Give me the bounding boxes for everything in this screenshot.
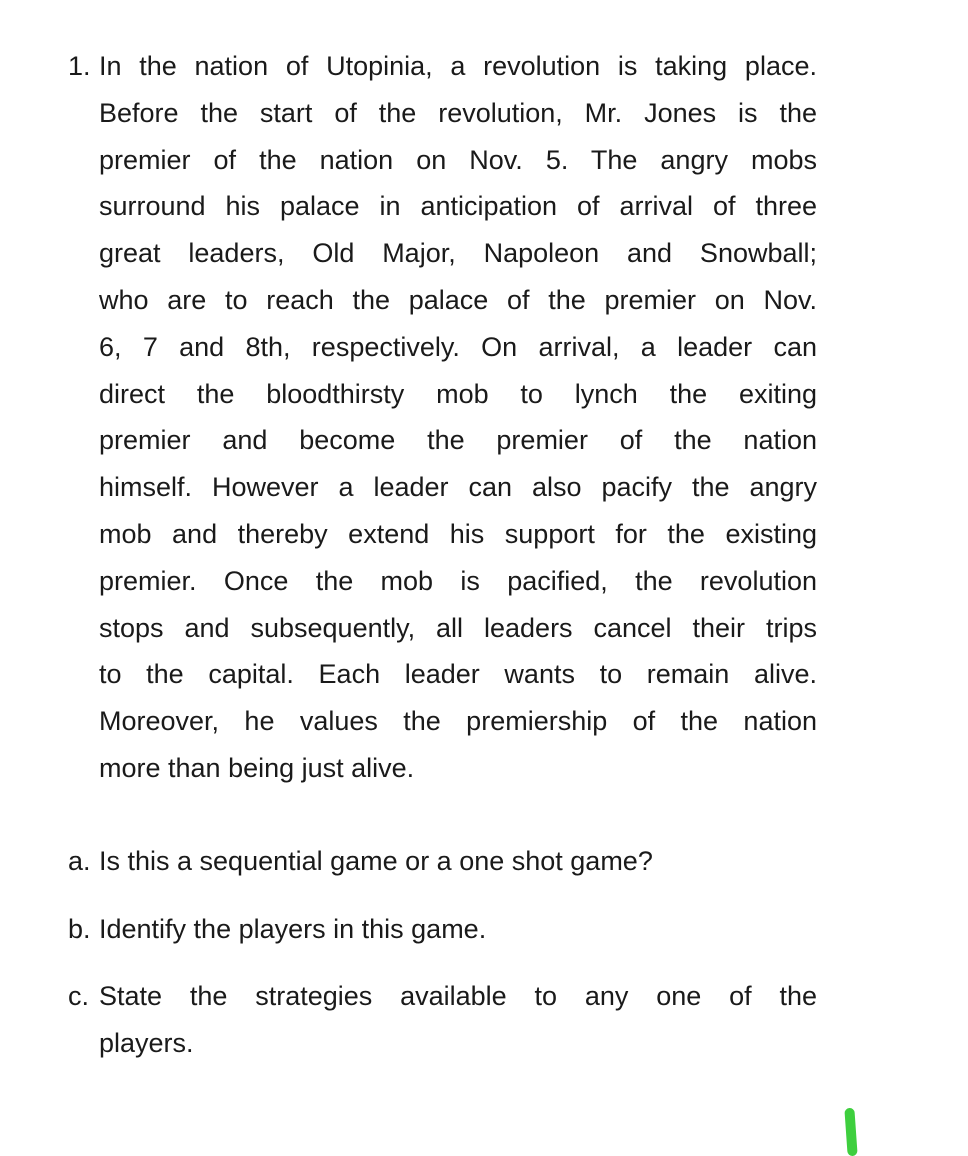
subquestion-text <box>99 973 817 1067</box>
subquestion-label: b. <box>68 914 91 944</box>
subquestion-line: Identify the players in this game. <box>99 914 487 944</box>
question-line: mob and thereby extend his support for the existing <box>99 518 817 549</box>
question-line: premier of the nation on Nov. 5. The angry mobs <box>99 144 817 175</box>
question-line: In the nation of Utopinia, a revolution is taking place. <box>99 51 817 81</box>
subquestion-line: Is this a sequential game or a one shot game? <box>99 846 653 876</box>
subquestion-label: a. <box>68 846 91 876</box>
question-line: premier. Once the mob is pacified, the revolution <box>99 565 817 596</box>
subquestion-line: players. <box>99 1028 194 1058</box>
question-line: Before the start of the revolution, Mr. Jones is the <box>99 97 817 128</box>
question-line: to the capital. Each leader wants to remain alive. <box>99 659 817 690</box>
question-line: surround his palace in anticipation of arrival of three <box>99 191 817 222</box>
question-line: himself. However a leader can also pacify the angry <box>99 472 817 503</box>
question-line: Moreover, he values the premiership of the nation <box>99 706 817 737</box>
question-text <box>99 43 817 792</box>
green-pen-mark <box>844 1108 857 1156</box>
question-line: direct the bloodthirsty mob to lynch the exiting <box>99 378 817 409</box>
subquestion-text <box>99 838 817 885</box>
subquestion-line: State the strategies available to any one of the <box>99 981 817 1011</box>
question-number: 1. <box>68 51 91 81</box>
question-line: 6, 7 and 8th, respectively. On arrival, a leader can <box>99 331 817 362</box>
subquestion-text <box>99 906 817 953</box>
question-line: more than being just alive. <box>99 752 415 783</box>
question-line: who are to reach the palace of the premier on Nov. <box>99 284 817 315</box>
question-line: premier and become the premier of the nation <box>99 425 817 456</box>
subquestion-label: c. <box>68 981 90 1011</box>
question-line: great leaders, Old Major, Napoleon and Snowball; <box>99 238 817 269</box>
question-line: stops and subsequently, all leaders cancel their trips <box>99 612 817 643</box>
